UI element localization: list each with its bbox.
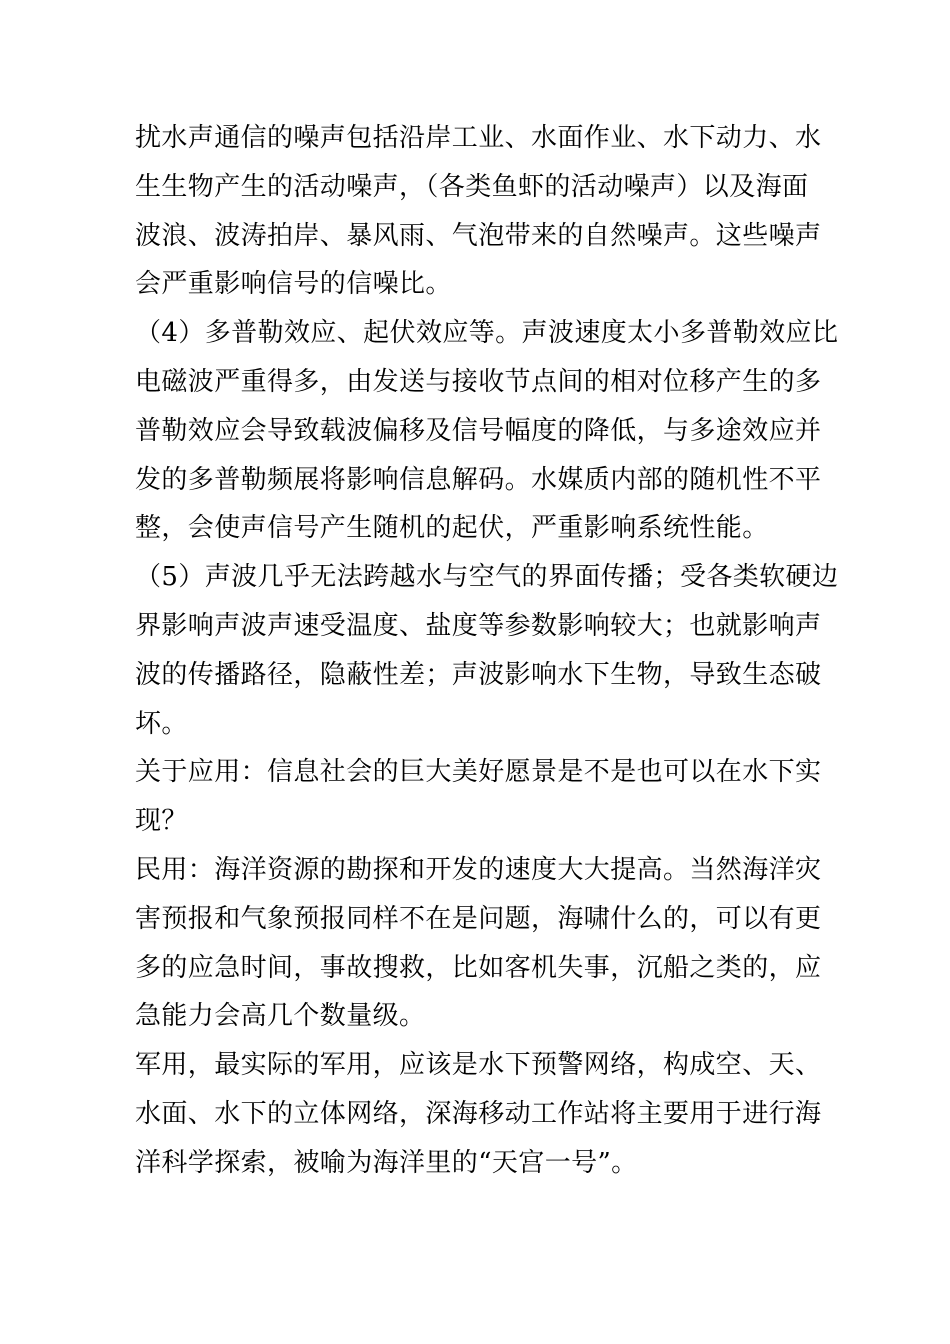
- text-line: （5）声波几乎无法跨越水与空气的界面传播；受各类软硬边: [135, 562, 839, 593]
- text-line: 急能力会高几个数量级。: [135, 1001, 426, 1032]
- text-line: （4）多普勒效应、起伏效应等。声波速度太小多普勒效应比: [135, 318, 839, 349]
- text-line: 整，会使声信号产生随机的起伏，严重影响系统性能。: [135, 513, 769, 544]
- text-line: 发的多普勒频展将影响信息解码。水媒质内部的随机性不平: [135, 464, 822, 495]
- text-line: 坏。: [135, 708, 188, 739]
- text-line: 关于应用：信息社会的巨大美好愿景是不是也可以在水下实: [135, 757, 822, 788]
- text-line: 生生物产生的活动噪声，（各类鱼虾的活动噪声）以及海面: [135, 171, 809, 202]
- text-line: 害预报和气象预报同样不在是问题，海啸什么的，可以有更: [135, 903, 822, 934]
- text-line: 民用：海洋资源的勘探和开发的速度大大提高。当然海洋灾: [135, 854, 822, 885]
- text-line: 军用，最实际的军用，应该是水下预警网络，构成空、天、: [135, 1050, 822, 1081]
- text-line: 电磁波严重得多，由发送与接收节点间的相对位移产生的多: [135, 366, 822, 397]
- text-line: 会严重影响信号的信噪比。: [135, 269, 452, 300]
- text-line: 水面、水下的立体网络，深海移动工作站将主要用于进行海: [135, 1098, 822, 1129]
- text-line: 扰水声通信的噪声包括沿岸工业、水面作业、水下动力、水: [135, 123, 822, 153]
- text-line: 现？: [135, 806, 188, 837]
- text-line: 洋科学探索，被喻为海洋里的“天宫一号”。: [135, 1147, 638, 1178]
- text-line: 波浪、波涛拍岸、暴风雨、气泡带来的自然噪声。这些噪声: [135, 220, 822, 251]
- text-line: 普勒效应会导致载波偏移及信号幅度的降低，与多途效应并: [135, 415, 822, 446]
- text-line: 多的应急时间，事故搜救，比如客机失事，沉船之类的，应: [135, 952, 822, 983]
- text-line: 界影响声波声速受温度、盐度等参数影响较大；也就影响声: [135, 610, 822, 641]
- text-line: 波的传播路径，隐蔽性差；声波影响水下生物，导致生态破: [135, 659, 822, 690]
- body-text: [135, 114, 839, 1188]
